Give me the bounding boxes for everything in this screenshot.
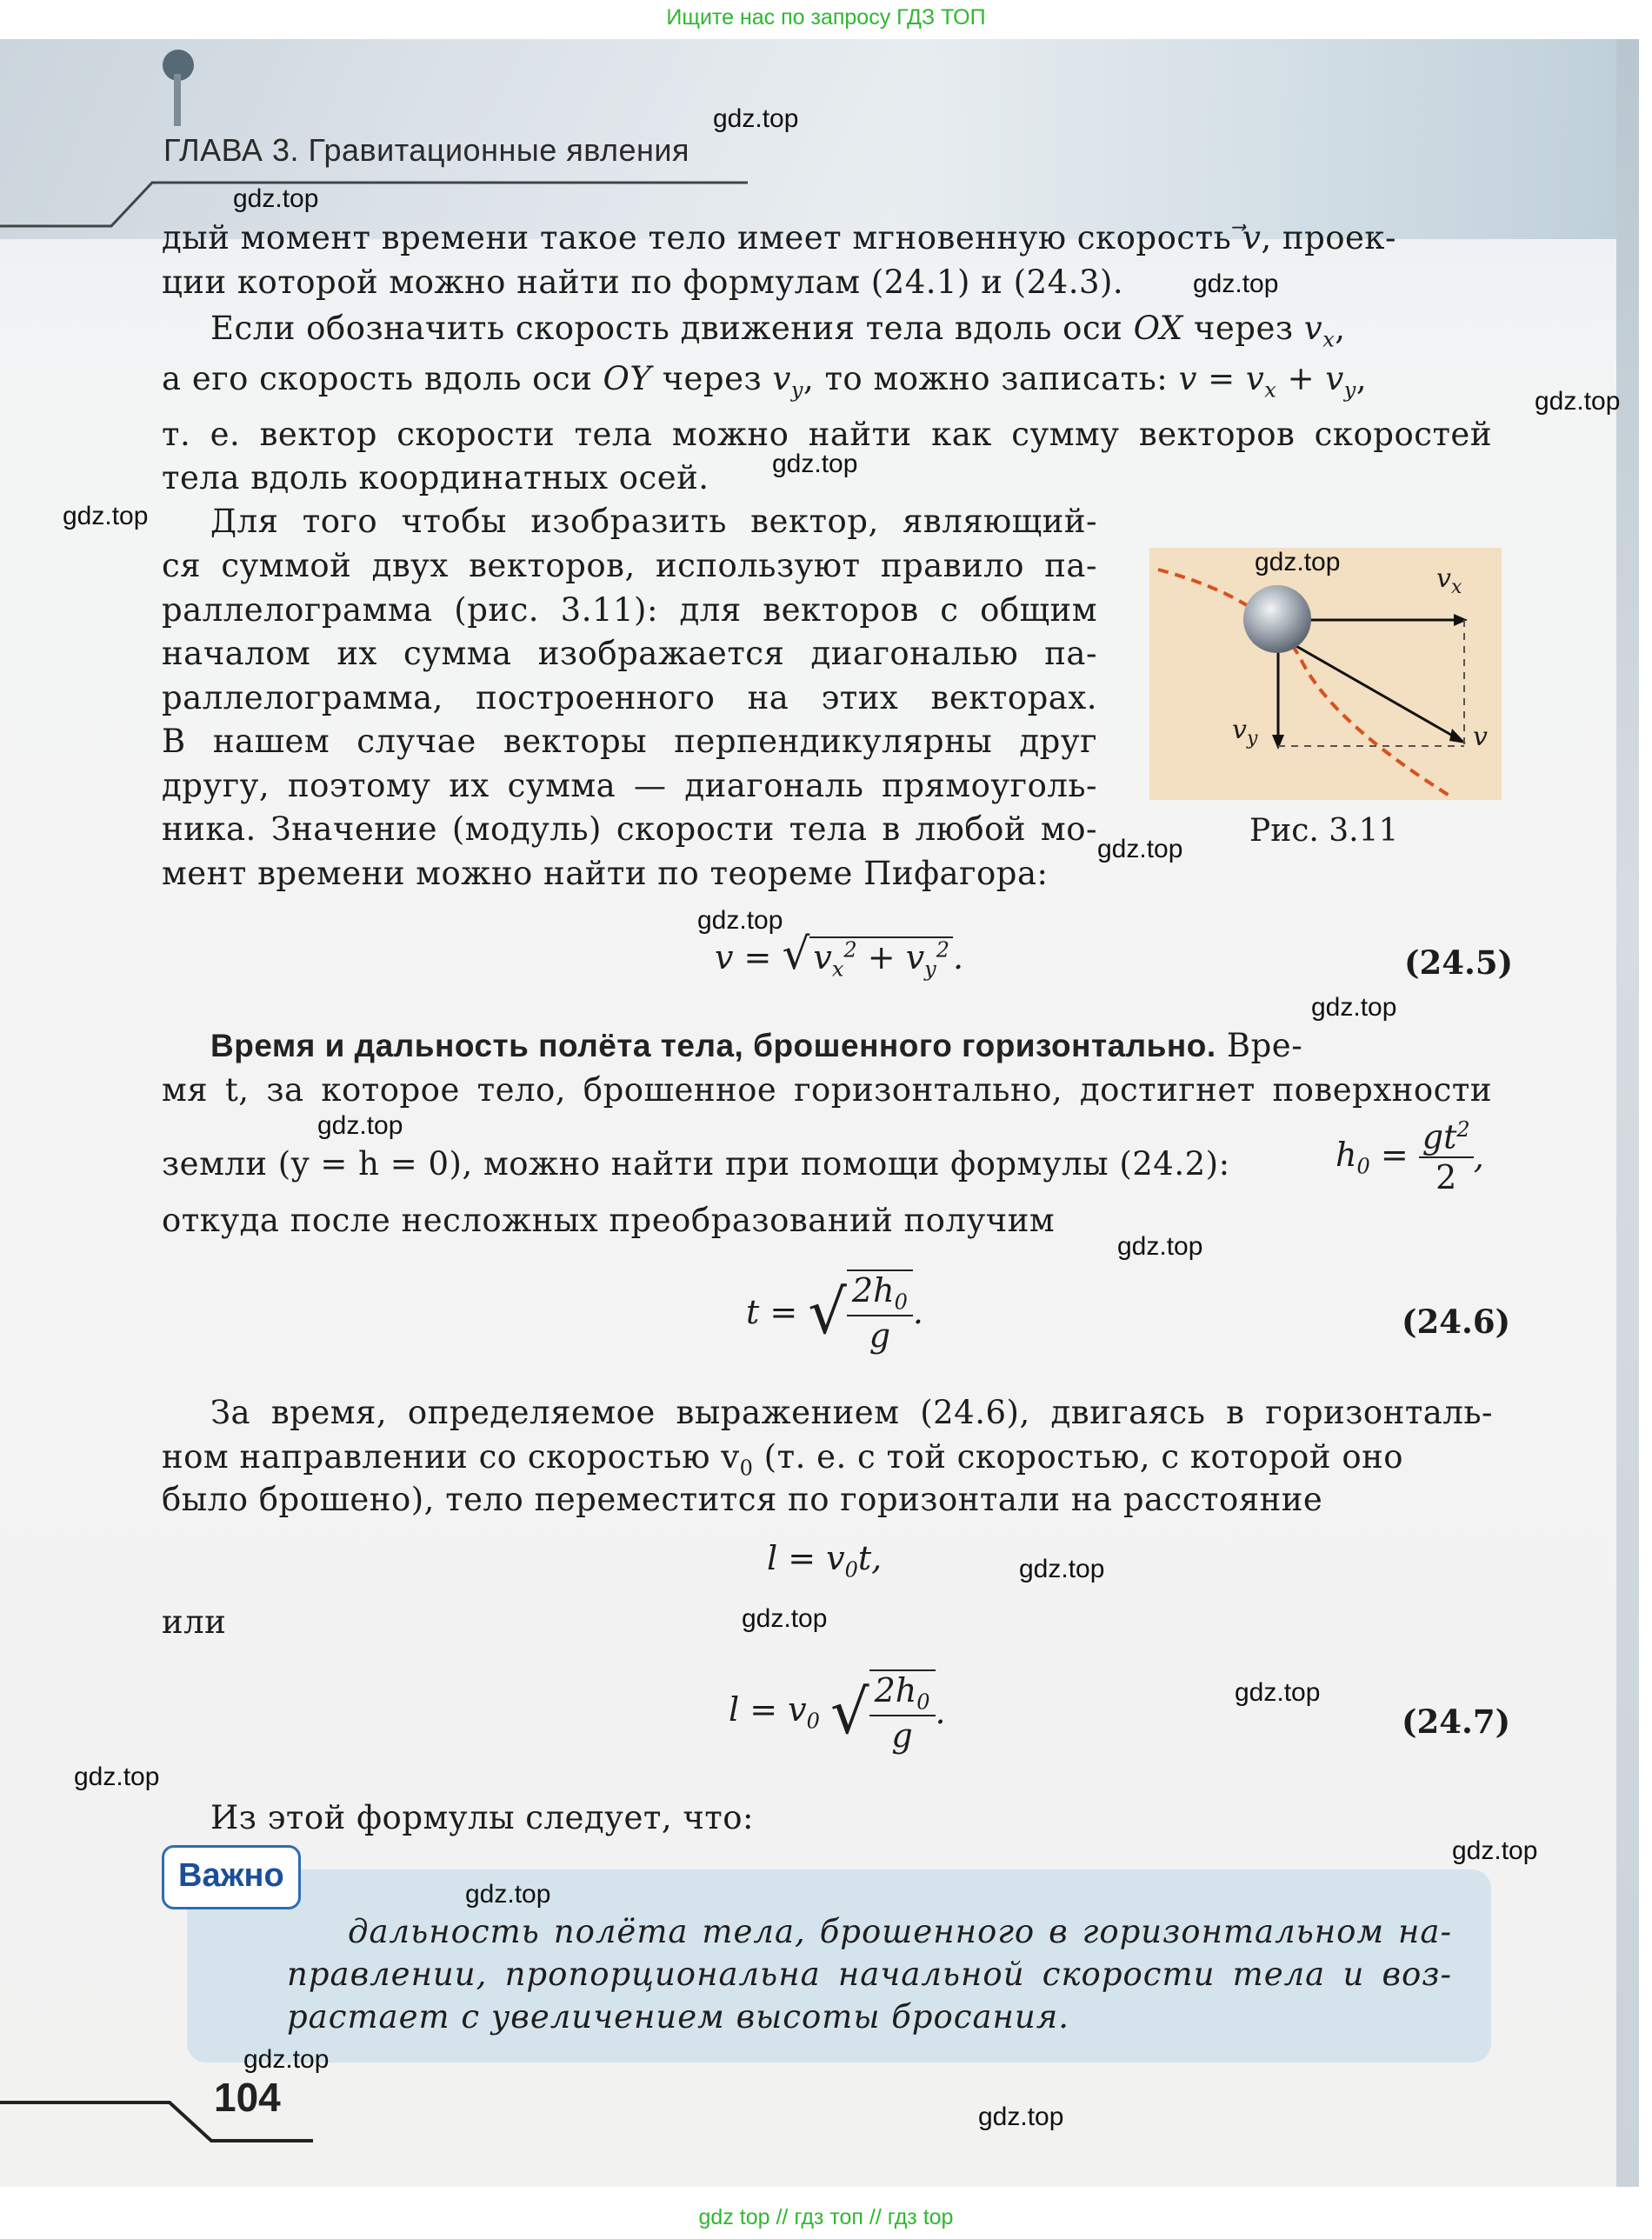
paragraph-3-line-7: другу, поэтому их сумма — диагональ прямоуголь- xyxy=(162,767,1097,804)
paragraph-2-line-3: т. е. вектор скорости тела можно найти как сумму векторов скоростей xyxy=(162,416,1492,453)
bottom-banner[interactable]: gdz top // гдз топ // гдз top xyxy=(698,2205,954,2229)
watermark: gdz.top xyxy=(742,1604,828,1633)
section-line-4: откуда после несложных преобразований получим xyxy=(162,1202,1056,1239)
figure-caption: Рис. 3.11 xyxy=(1249,813,1399,849)
equation-number-24-6: (24.6) xyxy=(1402,1303,1511,1341)
paragraph-2-line-2: а его скорость вдоль оси OY через $v_y$, то можно записать: $v = v_x + v_y$, xyxy=(162,360,1368,403)
top-banner[interactable]: Ищите нас по запросу ГДЗ ТОП xyxy=(666,5,986,30)
page-edge xyxy=(1616,39,1639,2187)
section-line-1: Время и дальность полёта тела, брошенного горизонтально. Вре- xyxy=(210,1027,1303,1064)
paragraph-4-line-1: За время, определяемое выражением (24.6), двигаясь в горизонталь- xyxy=(210,1394,1493,1431)
paragraph-3-line-8: ника. Значение (модуль) скорости тела в любой мо- xyxy=(162,810,1097,848)
watermark: gdz.top xyxy=(233,184,319,213)
watermark: gdz.top xyxy=(74,1763,160,1791)
paragraph-3-line-2: ся суммой двух векторов, используют правило па- xyxy=(162,547,1097,584)
paragraph-3-line-4: началом их сумма изображается диагональю па- xyxy=(162,635,1097,672)
section-line-2: мя t, за которое тело, брошенное горизонтально, достигнет поверхности xyxy=(162,1071,1492,1109)
paragraph-1-line-1: дый момент времени такое тело имеет мгновенную скорость ⃗v, проек- xyxy=(162,219,1397,257)
watermark: gdz.top xyxy=(1535,387,1621,416)
important-line-2: правлении, пропорциональна начальной скорости тела и воз- xyxy=(287,1956,1452,1993)
important-line-3: растает с увеличением высоты бросания. xyxy=(287,1998,1070,2036)
equation-number-24-5: (24.5) xyxy=(1404,943,1514,982)
chapter-title: ГЛАВА 3. Гравитационные явления xyxy=(163,132,690,168)
paragraph-4-line-2: ном направлении со скоростью $v_0$ (т. е. с той скоростью, с которой оно xyxy=(162,1438,1404,1481)
paragraph-3-line-1: Для того чтобы изобразить вектор, являющий- xyxy=(210,503,1097,540)
equation-number-24-7: (24.7) xyxy=(1402,1703,1511,1741)
watermark: gdz.top xyxy=(1097,835,1183,863)
watermark: gdz.top xyxy=(772,450,858,478)
equation-24-6: t = √ $\frac{2h_0}{g}$ . xyxy=(746,1271,923,1355)
paragraph-3-line-9: мент времени можно найти по теореме Пифагора: xyxy=(162,855,1049,892)
section-line-3: земли (y = h = 0), можно найти при помощи формулы (24.2): xyxy=(162,1145,1230,1183)
watermark: gdz.top xyxy=(713,104,799,133)
watermark: gdz.top xyxy=(978,2102,1064,2131)
paragraph-2-line-1: Если обозначить скорость движения тела вдоль оси OX через $v_x$, xyxy=(210,310,1346,352)
equation-24-5: v = √ $v_x^2 + v_y^2$ . xyxy=(715,929,964,982)
page-number: 104 xyxy=(214,2075,281,2120)
watermark: gdz.top xyxy=(697,906,783,935)
ball xyxy=(1243,585,1311,653)
watermark: gdz.top xyxy=(1311,993,1397,1022)
paragraph-4-line-3: было брошено), тело переместится по горизонтали на расстояние xyxy=(162,1481,1323,1518)
paragraph-3-line-5: раллелограмма, построенного на этих векторах. xyxy=(162,679,1097,716)
important-label: Важно xyxy=(162,1845,301,1909)
watermark: gdz.top xyxy=(1193,270,1279,298)
vx-label: $v_x$ xyxy=(1436,563,1462,598)
equation-24-2: $h_0$ = $\frac{gt^2}{2}$ , xyxy=(1336,1117,1484,1196)
section-title: Время и дальность полёта тела, брошенного горизонтально. xyxy=(210,1028,1216,1063)
watermark: gdz.top xyxy=(1235,1678,1321,1707)
watermark: gdz.top xyxy=(63,502,149,530)
watermark: gdz.top xyxy=(1019,1555,1105,1583)
watermark: gdz.top xyxy=(1255,548,1341,576)
watermark: gdz.top xyxy=(317,1111,403,1140)
paragraph-3-line-3: раллелограмма (рис. 3.11): для векторов с общим xyxy=(162,591,1097,629)
equation-l-v0t: $l = v_0t$, xyxy=(767,1539,883,1583)
watermark: gdz.top xyxy=(1452,1836,1538,1865)
footer-decoration xyxy=(0,2087,365,2156)
paragraph-1-line-2: ции которой можно найти по формулам (24.1) и (24.3). xyxy=(162,263,1124,301)
important-line-1: дальность полёта тела, брошенного в горизонтальном на- xyxy=(348,1913,1452,1950)
or-text: или xyxy=(162,1603,227,1641)
paragraph-2-line-4: тела вдоль координатных осей. xyxy=(162,459,709,496)
watermark: gdz.top xyxy=(1117,1232,1203,1261)
watermark: gdz.top xyxy=(465,1880,551,1909)
paragraph-5: Из этой формулы следует, что: xyxy=(210,1799,755,1836)
figure-3-11 xyxy=(1149,548,1502,800)
equation-24-7: $l = v_0$ √ $\frac{2h_0}{g}$ . xyxy=(729,1671,946,1755)
watermark: gdz.top xyxy=(243,2045,330,2074)
vector-v: ⃗v xyxy=(1242,219,1262,257)
paragraph-3-line-6: В нашем случае векторы перпендикулярны друг xyxy=(162,723,1097,760)
v-arrow xyxy=(1289,642,1455,737)
vy-label: $v_y$ xyxy=(1232,715,1258,750)
v-label: v xyxy=(1473,722,1488,752)
